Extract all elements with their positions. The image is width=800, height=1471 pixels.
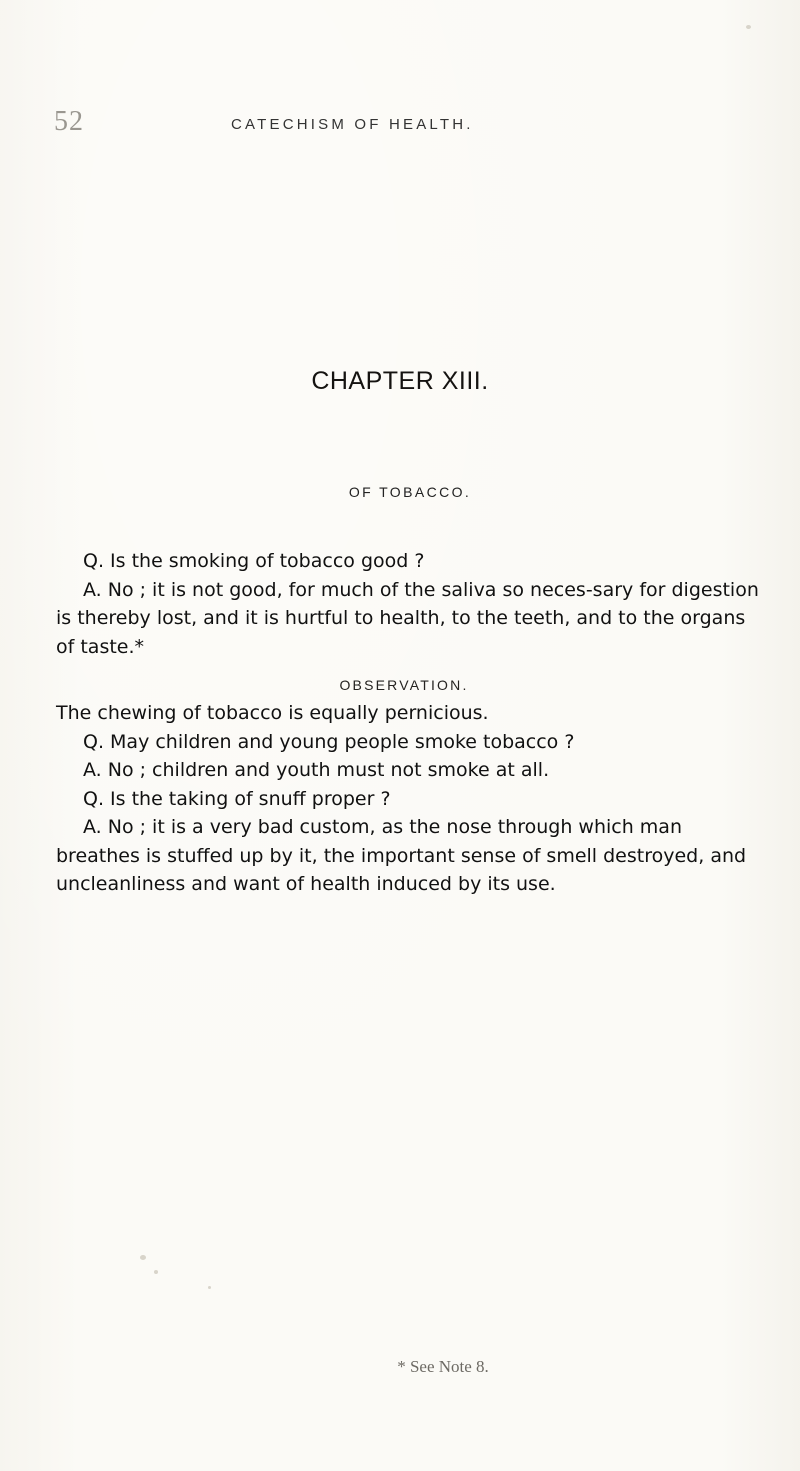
answer-snuff: A. No ; it is a very bad custom, as the nose through which man breathes is stuffed up by it, the important sense of smell destroyed, and uncleanliness and want of health induced by its use. bbox=[56, 816, 747, 895]
answer-children-smoke: A. No ; children and youth must not smoke at all. bbox=[83, 759, 550, 781]
question-snuff: Q. Is the taking of snuff proper ? bbox=[83, 787, 391, 810]
tobacco-qa-block bbox=[56, 547, 764, 661]
paper-speck bbox=[746, 25, 751, 29]
paper-speck bbox=[140, 1255, 146, 1260]
observation-heading: OBSERVATION. bbox=[339, 677, 469, 693]
question-smoking: Q. Is the smoking of tobacco good ? bbox=[83, 550, 425, 572]
section-title: OF TOBACCO. bbox=[348, 484, 472, 500]
observation-text: The chewing of tobacco is equally pernicious. bbox=[56, 702, 489, 724]
question-children-smoke: Q. May children and young people smoke tobacco ? bbox=[83, 730, 575, 753]
observation-block bbox=[56, 699, 764, 899]
page-number: 52 bbox=[54, 106, 84, 137]
answer-smoking: A. No ; it is not good, for much of the saliva so neces-sary for digestion is thereby lost, and it is hurtful to health, to the teeth, and to the organs of taste.* bbox=[56, 578, 759, 658]
footnote: * See Note 8. bbox=[397, 1357, 489, 1376]
paper-speck bbox=[208, 1286, 211, 1289]
paper-speck bbox=[154, 1270, 158, 1274]
chapter-title: CHAPTER XIII. bbox=[311, 367, 489, 395]
running-head: CATECHISM OF HEALTH. bbox=[231, 116, 474, 133]
